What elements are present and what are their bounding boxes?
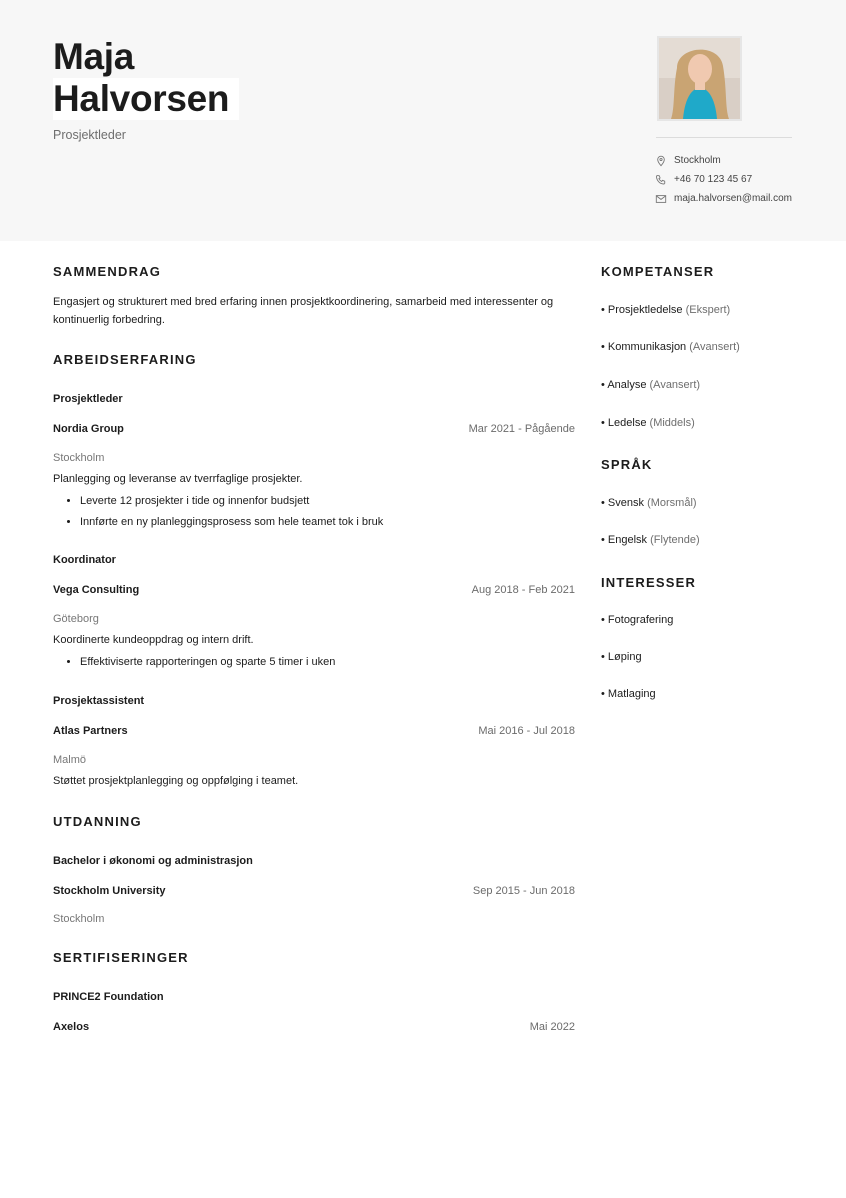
job-location: Stockholm xyxy=(53,452,105,464)
experience-heading: ARBEIDSERFARING xyxy=(53,352,197,367)
contact-list xyxy=(655,151,792,208)
contact-location xyxy=(655,151,792,170)
job-bullets xyxy=(53,491,575,533)
education-heading: UTDANNING xyxy=(53,814,142,829)
job-org: Vega Consulting xyxy=(53,584,140,596)
certification-title: PRINCE2 Foundation xyxy=(53,991,164,1003)
contact-location-text: Stockholm xyxy=(674,155,721,166)
job-description: Koordinerte kundeoppdrag og intern drift. xyxy=(53,634,254,646)
skill-name: Analyse xyxy=(607,379,647,391)
job-title: Prosjektleder xyxy=(53,393,123,405)
interest-name: Fotografering xyxy=(607,614,674,626)
certification-date: Mai 2022 xyxy=(529,1021,575,1033)
job-org: Nordia Group xyxy=(53,423,124,435)
job-location: Malmö xyxy=(53,754,87,766)
side-column xyxy=(601,263,811,702)
main-column xyxy=(53,263,575,1035)
language-item: • Svensk (Morsmål) xyxy=(601,497,697,509)
first-name: Maja xyxy=(53,36,135,77)
certifications-heading: SERTIFISERINGER xyxy=(53,950,189,965)
job-bullet: • Effektiviserte rapporteringen og sparte 5 timer i uken xyxy=(80,652,575,673)
job-date: Mai 2016 - Jul 2018 xyxy=(478,725,575,737)
experience-section xyxy=(53,351,575,789)
skill-level: (Middels) xyxy=(649,417,695,429)
skills-heading: KOMPETANSER xyxy=(601,264,715,279)
summary-heading: SAMMENDRAG xyxy=(53,264,162,279)
summary-text: Engasjert og strukturert med bred erfaring innen prosjektkoordinering, samarbeid med interessenter og kontinuerlig forbedring. xyxy=(53,296,554,326)
skill-level: (Avansert) xyxy=(649,379,701,391)
skill-name: Prosjektledelse xyxy=(607,304,683,316)
languages-section xyxy=(601,456,811,548)
job-bullet: • Leverte 12 prosjekter i tide og innenfor budsjett xyxy=(80,491,575,512)
skill-item: • Prosjektledelse (Ekspert) xyxy=(601,304,731,316)
job-role: Prosjektleder xyxy=(53,128,126,142)
job-date: Aug 2018 - Feb 2021 xyxy=(471,584,575,596)
education-location: Stockholm xyxy=(53,913,105,925)
language-name: Svensk xyxy=(607,497,644,509)
map-pin-icon xyxy=(655,155,667,167)
certifications-section xyxy=(53,949,575,1035)
skill-level: (Avansert) xyxy=(689,341,740,353)
language-name: Engelsk xyxy=(607,534,648,546)
job-org: Atlas Partners xyxy=(53,725,128,737)
certification-org: Axelos xyxy=(53,1021,90,1033)
profile-photo xyxy=(657,36,742,121)
summary-section xyxy=(53,263,575,329)
full-name xyxy=(53,36,239,120)
last-name: Halvorsen xyxy=(53,78,239,120)
job-date: Mar 2021 - Pågående xyxy=(468,423,575,435)
interests-heading: INTERESSER xyxy=(601,575,697,590)
skill-name: Ledelse xyxy=(607,417,647,429)
job-title: Prosjektassistent xyxy=(53,695,145,707)
skill-item: • Kommunikasjon (Avansert) xyxy=(601,341,740,353)
languages-heading: SPRÅK xyxy=(601,457,653,472)
language-level: (Flytende) xyxy=(650,534,700,546)
education-org: Stockholm University xyxy=(53,885,166,897)
phone-icon xyxy=(655,174,667,186)
resume-header xyxy=(0,0,846,241)
contact-email xyxy=(655,189,792,208)
job-description: Støttet prosjektplanlegging og oppfølging i teamet. xyxy=(53,775,299,787)
language-level: (Morsmål) xyxy=(647,497,697,509)
job-entry xyxy=(53,391,575,533)
contact-phone xyxy=(655,170,792,189)
job-entry xyxy=(53,552,575,673)
interests-section xyxy=(601,574,811,702)
education-date: Sep 2015 - Jun 2018 xyxy=(472,885,575,897)
education-section xyxy=(53,813,575,927)
skill-level: (Ekspert) xyxy=(685,304,731,316)
interest-item: • Løping xyxy=(601,651,642,663)
job-title: Koordinator xyxy=(53,554,116,566)
job-description: Planlegging og leveranse av tverrfaglige prosjekter. xyxy=(53,473,303,485)
job-bullet: • Innførte en ny planleggingsprosess som hele teamet tok i bruk xyxy=(80,512,575,533)
contact-divider xyxy=(656,137,792,138)
language-item: • Engelsk (Flytende) xyxy=(601,534,700,546)
skill-item: • Analyse (Avansert) xyxy=(601,379,701,391)
skill-item: • Ledelse (Middels) xyxy=(601,417,695,429)
contact-email-text: maja.halvorsen@mail.com xyxy=(674,193,792,204)
envelope-icon xyxy=(655,193,667,205)
interest-name: Matlaging xyxy=(607,688,656,700)
education-entry xyxy=(53,853,575,927)
interest-item: • Fotografering xyxy=(601,614,674,626)
skill-name: Kommunikasjon xyxy=(607,341,687,353)
education-title: Bachelor i økonomi og administrasjon xyxy=(53,855,253,867)
skills-section xyxy=(601,263,811,431)
interest-name: Løping xyxy=(607,651,642,663)
job-bullets xyxy=(53,652,575,673)
contact-phone-text: +46 70 123 45 67 xyxy=(674,174,753,185)
certification-entry xyxy=(53,989,575,1035)
job-location: Göteborg xyxy=(53,613,99,625)
interest-item: • Matlaging xyxy=(601,688,656,700)
job-entry xyxy=(53,693,575,789)
